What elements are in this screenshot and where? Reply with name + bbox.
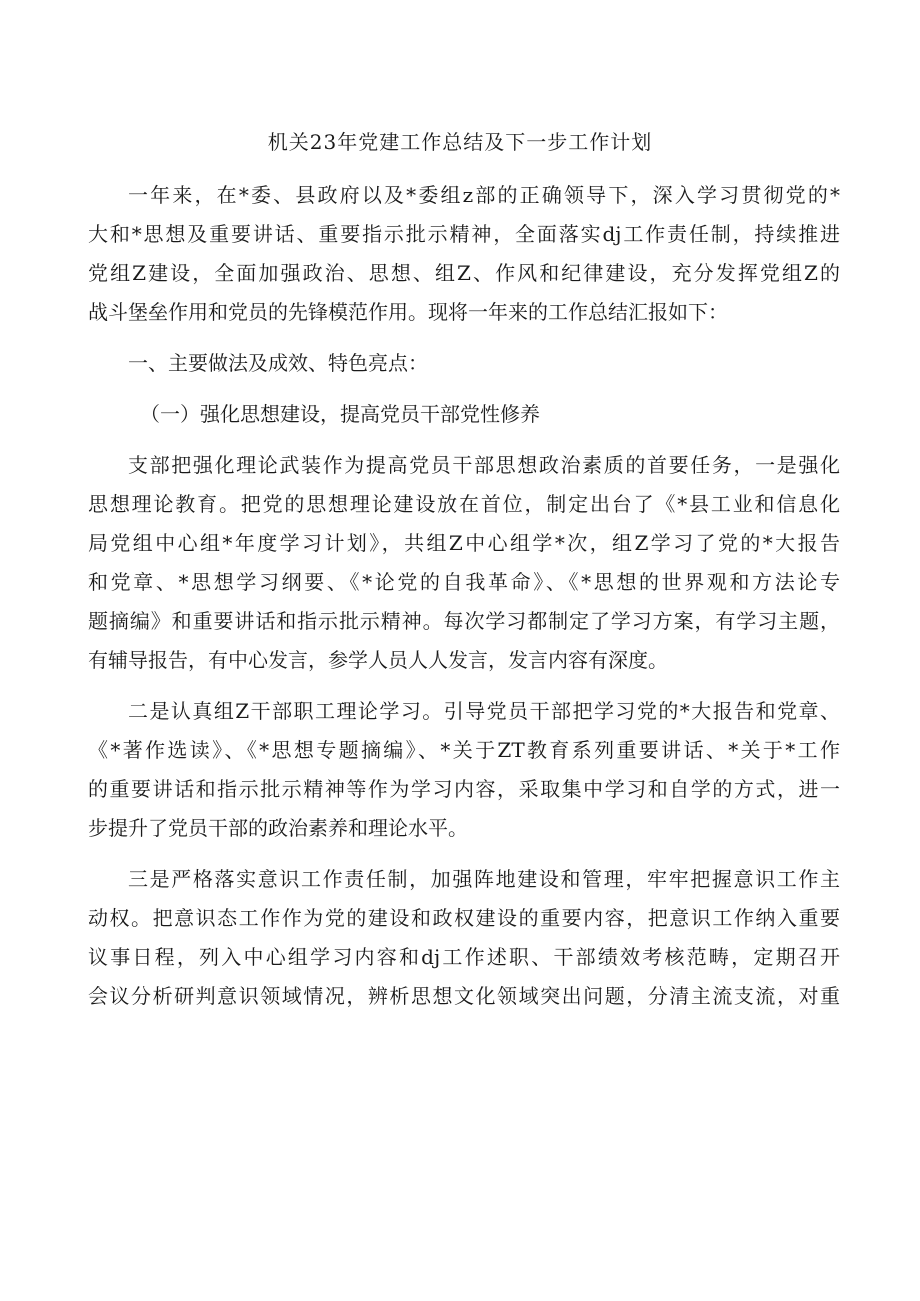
heading-line: （一）强化思想建设，提高党员干部党性修养 bbox=[140, 402, 540, 426]
text-line: 支部把强化理论武装作为提高党员干部思想政治素质的首要任务，一是强化 bbox=[128, 453, 840, 477]
text-line: 步提升了党员干部的政治素养和理论水平。 bbox=[88, 816, 468, 840]
paragraph-intro bbox=[88, 176, 840, 332]
paragraph-ideology-work bbox=[88, 860, 840, 1016]
paragraph-staff-study bbox=[88, 692, 840, 848]
text-line: 会议分析研判意识领域情况，辨析思想文化领域突出问题，分清主流支流，对重 bbox=[88, 984, 840, 1008]
text-line: 思想理论教育。把党的思想理论建设放在首位，制定出台了《*县工业和信息化 bbox=[88, 492, 840, 516]
document-body bbox=[88, 176, 840, 1016]
text-line: 和党章、*思想学习纲要、《*论党的自我革命》、《*思想的世界观和方法论专 bbox=[88, 570, 840, 594]
text-line: 大和*思想及重要讲话、重要指示批示精神，全面落实dj工作责任制，持续推进 bbox=[88, 222, 840, 246]
heading-line: 一、主要做法及成效、特色亮点： bbox=[128, 351, 428, 375]
text-line: 局党组中心组*年度学习计划》，共组Z中心组学*次，组Z学习了党的*大报告 bbox=[88, 531, 840, 555]
text-line: 题摘编》和重要讲话和指示批示精神。每次学习都制定了学习方案，有学习主题， bbox=[88, 609, 840, 633]
paragraph-theory-study bbox=[88, 446, 840, 680]
text-line: 有辅导报告，有中心发言，参学人员人人发言，发言内容有深度。 bbox=[88, 648, 668, 672]
text-line: 议事日程，列入中心组学习内容和dj工作述职、干部绩效考核范畴，定期召开 bbox=[88, 945, 840, 969]
text-line: 党组Z建设，全面加强政治、思想、组Z、作风和纪律建设，充分发挥党组Z的 bbox=[88, 261, 840, 285]
section-heading bbox=[88, 344, 840, 383]
subsection-heading bbox=[88, 395, 840, 434]
text-line: 一年来，在*委、县政府以及*委组z部的正确领导下，深入学习贯彻党的* bbox=[128, 183, 840, 207]
text-line: 战斗堡垒作用和党员的先锋模范作用。现将一年来的工作总结汇报如下： bbox=[88, 300, 728, 324]
document-title: 机关23年党建工作总结及下一步工作计划 bbox=[267, 130, 653, 154]
text-line: 二是认真组Z干部职工理论学习。引导党员干部把学习党的*大报告和党章、 bbox=[128, 699, 840, 723]
text-line: 动权。把意识态工作作为党的建设和政权建设的重要内容，把意识工作纳入重要 bbox=[88, 906, 840, 930]
text-line: 的重要讲话和指示批示精神等作为学习内容，采取集中学习和自学的方式，进一 bbox=[88, 777, 840, 801]
text-line: 三是严格落实意识工作责任制，加强阵地建设和管理，牢牢把握意识工作主 bbox=[128, 867, 840, 891]
text-line: 《*著作选读》、《*思想专题摘编》、*关于ZT教育系列重要讲话、*关于*工作 bbox=[88, 738, 840, 762]
